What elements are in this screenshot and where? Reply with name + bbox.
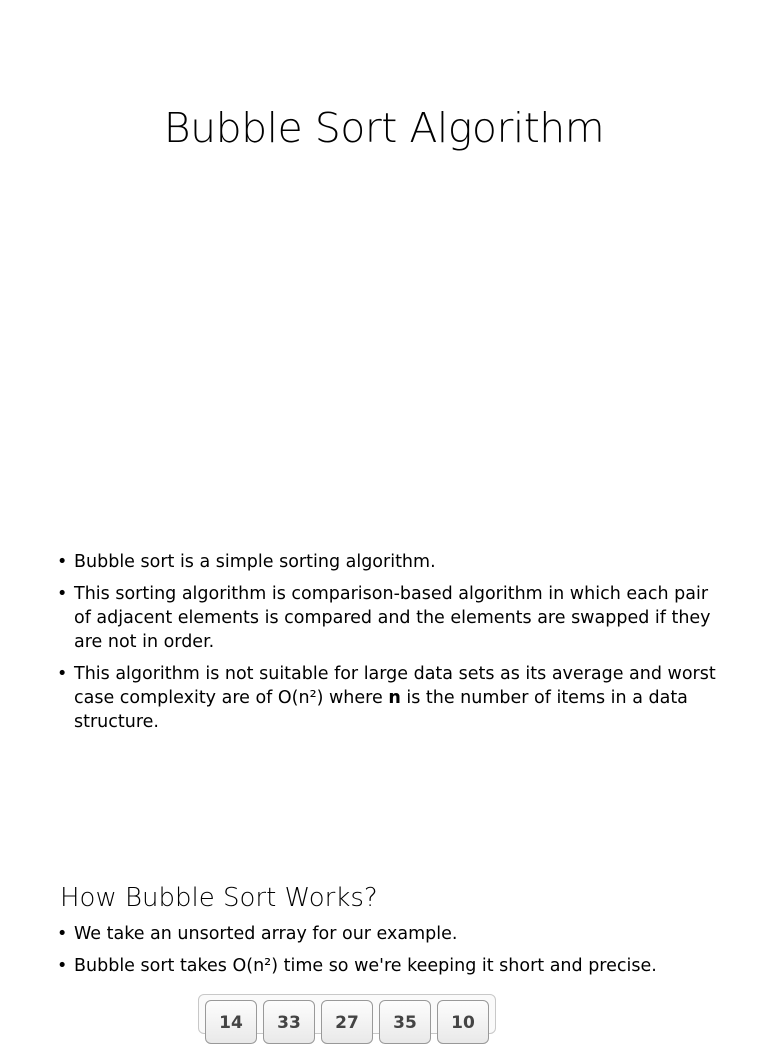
array-cell: 33 [263,1000,315,1044]
array-cell: 27 [321,1000,373,1044]
intro-bullet-list [57,550,717,742]
unsorted-array [198,994,496,1034]
array-cell: 10 [437,1000,489,1044]
array-cell: 14 [205,1000,257,1044]
bullet-text: is the number of items in a data structure. [74,688,688,732]
bullet-item: • Bubble sort is a simple sorting algorithm. [57,550,717,574]
bullet-item: • Bubble sort takes O(n²) time so we're keeping it short and precise. [57,954,717,978]
bullet-item: • This sorting algorithm is comparison-based algorithm in which each pair of adjacent elements is compared and the elements are swapped if they are not in order. [57,582,717,654]
how-bullet-list [57,922,717,986]
bullet-item: • We take an unsorted array for our example. [57,922,717,946]
bullet-text: This algorithm is not suitable for large data sets as its average and worst case complexity are of O(n²) where [74,664,716,708]
section-heading: How Bubble Sort Works? [60,883,378,913]
bold-variable-n: n [388,688,401,708]
array-cell: 35 [379,1000,431,1044]
slide-title: Bubble Sort Algorithm [163,104,605,152]
bullet-item [57,662,717,734]
